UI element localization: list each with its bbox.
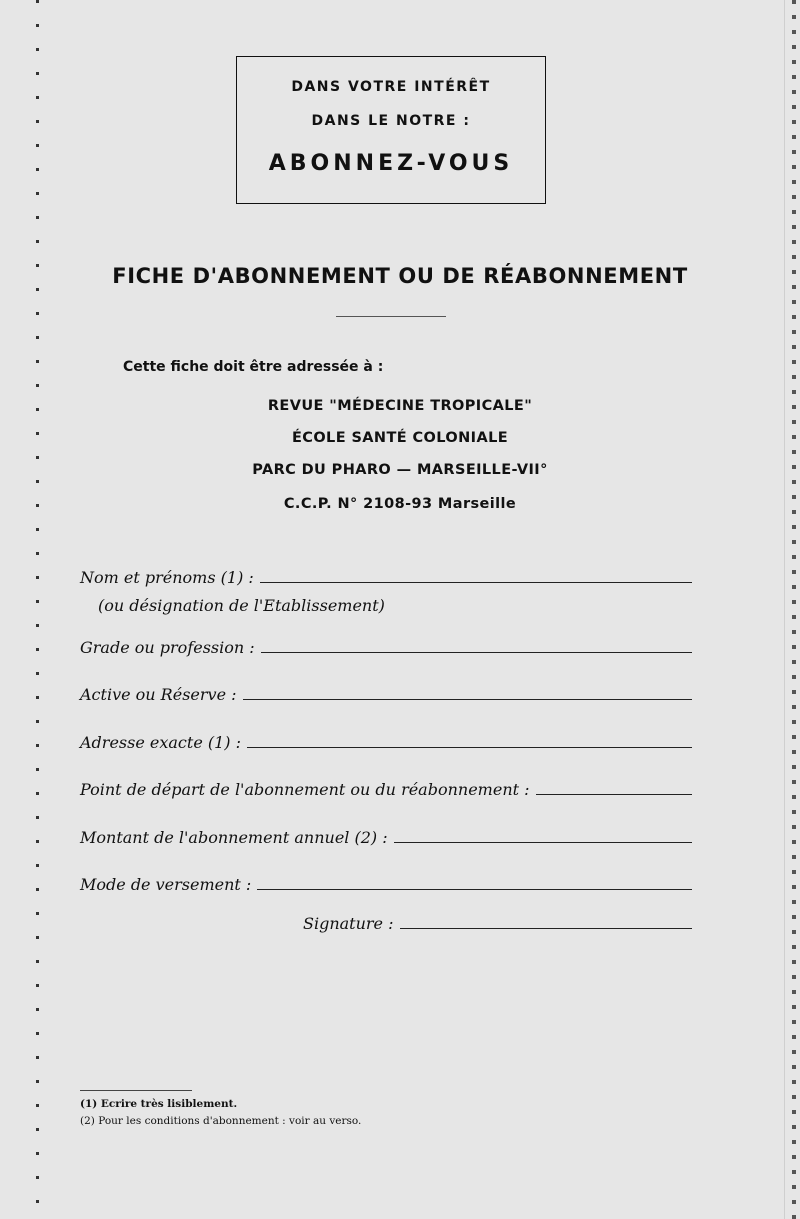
grade-field: [80, 638, 692, 657]
promo-line-1: DANS VOTRE INTÉRÊT: [291, 79, 491, 95]
promo-box: [236, 56, 546, 204]
perforation-left: [36, 0, 39, 1219]
payment-mode-field: [80, 875, 692, 894]
address-line-1: REVUE "MÉDECINE TROPICALE": [267, 398, 533, 414]
page-title: FICHE D'ABONNEMENT OU DE RÉABONNEMENT: [112, 264, 688, 288]
promo-line-2: DANS LE NOTRE :: [311, 113, 471, 129]
address-line-4: C.C.P. N° 2108-93 Marseille: [283, 496, 517, 512]
send-to-label: Cette fiche doit être adressée à :: [123, 359, 384, 375]
title-divider: [336, 316, 446, 317]
name-field: [80, 568, 692, 587]
amount-blank[interactable]: [394, 842, 692, 843]
payment-mode-blank[interactable]: [257, 889, 692, 890]
grade-label: Grade ou profession :: [80, 638, 255, 657]
active-reserve-field: [80, 685, 692, 704]
amount-field: [80, 828, 692, 847]
address-line-2: ÉCOLE SANTÉ COLONIALE: [291, 430, 509, 446]
address-label: Adresse exacte (1) :: [80, 733, 242, 752]
signature-label: Signature :: [303, 914, 394, 933]
perforation-right: [792, 0, 796, 1219]
start-point-blank[interactable]: [536, 794, 692, 795]
signature-blank[interactable]: [400, 928, 693, 929]
amount-label: Montant de l'abonnement annuel (2) :: [80, 828, 388, 847]
footnote-divider: [80, 1090, 192, 1091]
footnote-1: (1) Ecrire très lisiblement.: [80, 1098, 238, 1110]
name-sub-label: (ou désignation de l'Etablissement): [98, 596, 385, 615]
address-line-3: PARC DU PHARO — MARSEILLE-VII°: [252, 462, 548, 478]
active-reserve-label: Active ou Réserve :: [80, 685, 237, 704]
start-point-field: [80, 780, 692, 799]
start-point-label: Point de départ de l'abonnement ou du réabonnement :: [80, 780, 530, 799]
grade-blank[interactable]: [261, 652, 692, 653]
footnote-2: (2) Pour les conditions d'abonnement : voir au verso.: [80, 1115, 362, 1127]
address-field: [80, 733, 692, 752]
name-blank[interactable]: [260, 582, 692, 583]
name-label: Nom et prénoms (1) :: [80, 568, 254, 587]
active-reserve-blank[interactable]: [243, 699, 692, 700]
page-edge-line: [784, 0, 785, 1219]
signature-field: [303, 914, 692, 933]
payment-mode-label: Mode de versement :: [80, 875, 252, 894]
address-blank[interactable]: [247, 747, 692, 748]
promo-headline: ABONNEZ-VOUS: [268, 151, 514, 176]
